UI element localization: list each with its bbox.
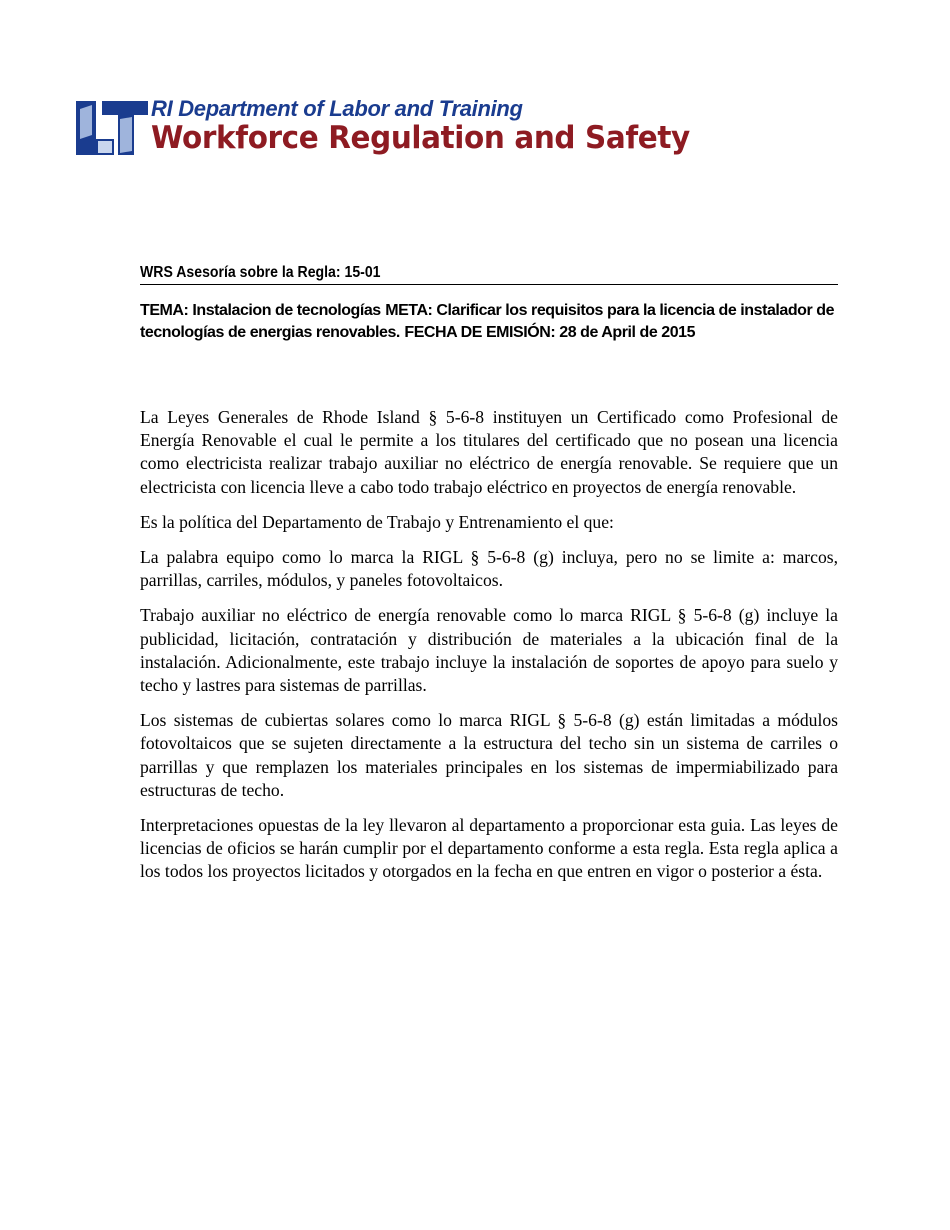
paragraph-6: Interpretaciones opuestas de la ley llevaron al departamento a proporcionar esta guia. Las leyes de licencias de oficios se harán cumplir por el departamento conforme a esta regla. Esta regla aplica a los todos los proyectos licitados y otorgados en la fecha en que entren en vigor o posterior a ésta. xyxy=(140,815,838,882)
paragraph-1: La Leyes Generales de Rhode Island § 5-6-8 instituyen un Certificado como Profesional de Energía Renovable el cual le permite a los titulares del certificado que no posean una licencia como electricista realizar trabajo auxiliar no eléctrico de energía renovable. Se requiere que un electricista con licencia lleve a cabo todo trabajo eléctrico en proyectos de energía renovable. xyxy=(140,407,838,497)
paragraph-5: Los sistemas de cubiertas solares como lo marca RIGL § 5-6-8 (g) están limitadas a módulos fotovoltaicos que se sujeten directamente a la estructura del techo sin un sistema de carriles o parrillas y que remplazen los materiales principales en los sistemas de impermiabilizado para estructuras de techo. xyxy=(140,710,838,800)
fecha-line: FECHA DE EMISIÓN: 28 de April de 2015 xyxy=(404,323,696,341)
department-name: RI Department of Labor and Training xyxy=(151,96,523,121)
meta-line: META: Clarificar los requisitos para la licencia de instalador de tecnologías de energias renovables. xyxy=(140,302,835,341)
advisory-text: WRS Asesoría sobre la Regla: 15-01 xyxy=(140,264,381,281)
paragraph-3: La palabra equipo como lo marca la RIGL § 5-6-8 (g) incluya, pero no se limite a: marcos, parrillas, carriles, módulos, y paneles fotovoltaicos. xyxy=(140,547,838,591)
advisory-title xyxy=(140,263,838,285)
ldt-logo-icon xyxy=(74,99,150,157)
tema-line: TEMA: Instalacion de tecnologías xyxy=(140,302,381,319)
paragraph-2: Es la política del Departamento de Trabajo y Entrenamiento el que: xyxy=(140,511,614,532)
meta-block xyxy=(140,300,838,343)
paragraph-4: Trabajo auxiliar no eléctrico de energía renovable como lo marca RIGL § 5-6-8 (g) incluye la publicidad, licitación, contratación y distribución de materiales a la ubicación final de la instalación. Adicionalmente, este trabajo incluye la instalación de soportes de apoyo para suelo y techo y lastres para sistemas de parrillas. xyxy=(140,605,838,696)
unit-name: Workforce Regulation and Safety xyxy=(151,120,690,156)
body-text xyxy=(140,406,838,896)
letterhead xyxy=(74,97,794,161)
